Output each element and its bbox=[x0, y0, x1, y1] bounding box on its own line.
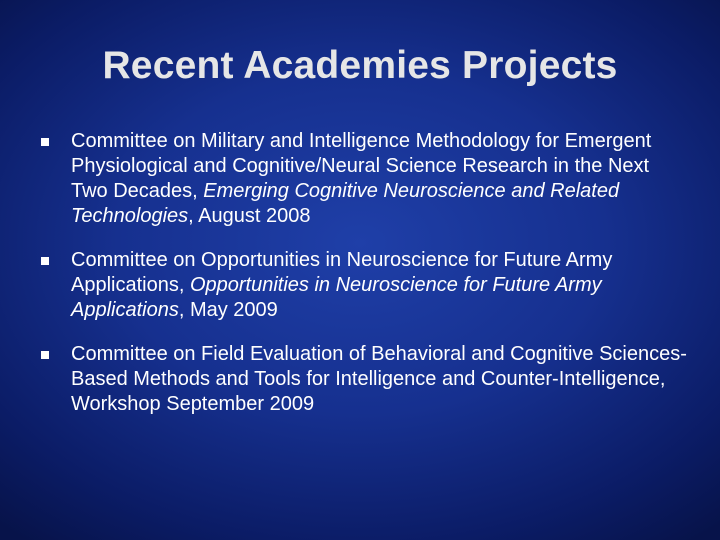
report-date: , May 2009 bbox=[178, 299, 278, 321]
bullet-item bbox=[40, 342, 690, 417]
report-title: Opportunities in Neuroscience for Future Army Applications bbox=[71, 274, 602, 321]
report-date: , August 2008 bbox=[188, 205, 311, 227]
square-bullet-icon bbox=[41, 351, 49, 359]
bullet-list bbox=[40, 129, 690, 417]
bullet-item bbox=[40, 129, 690, 229]
committee-name: Committee on Field Evaluation of Behavioral and Cognitive Sciences-Based Methods and Tools for Intelligence and Counter-Intelligence, Workshop September 2009 bbox=[71, 343, 687, 415]
slide-title: Recent Academies Projects bbox=[102, 44, 618, 87]
committee-name: Committee on Military and Intelligence Methodology for Emergent Physiological and Cognitive/Neural Science Research in the Next Two Decades, bbox=[71, 130, 652, 202]
committee-name: Committee on Opportunities in Neuroscience for Future Army Applications, bbox=[71, 249, 613, 296]
report-title: Emerging Cognitive Neuroscience and Related Technologies bbox=[71, 180, 620, 227]
bullet-item bbox=[40, 248, 690, 323]
square-bullet-icon bbox=[41, 257, 49, 265]
square-bullet-icon bbox=[41, 138, 49, 146]
